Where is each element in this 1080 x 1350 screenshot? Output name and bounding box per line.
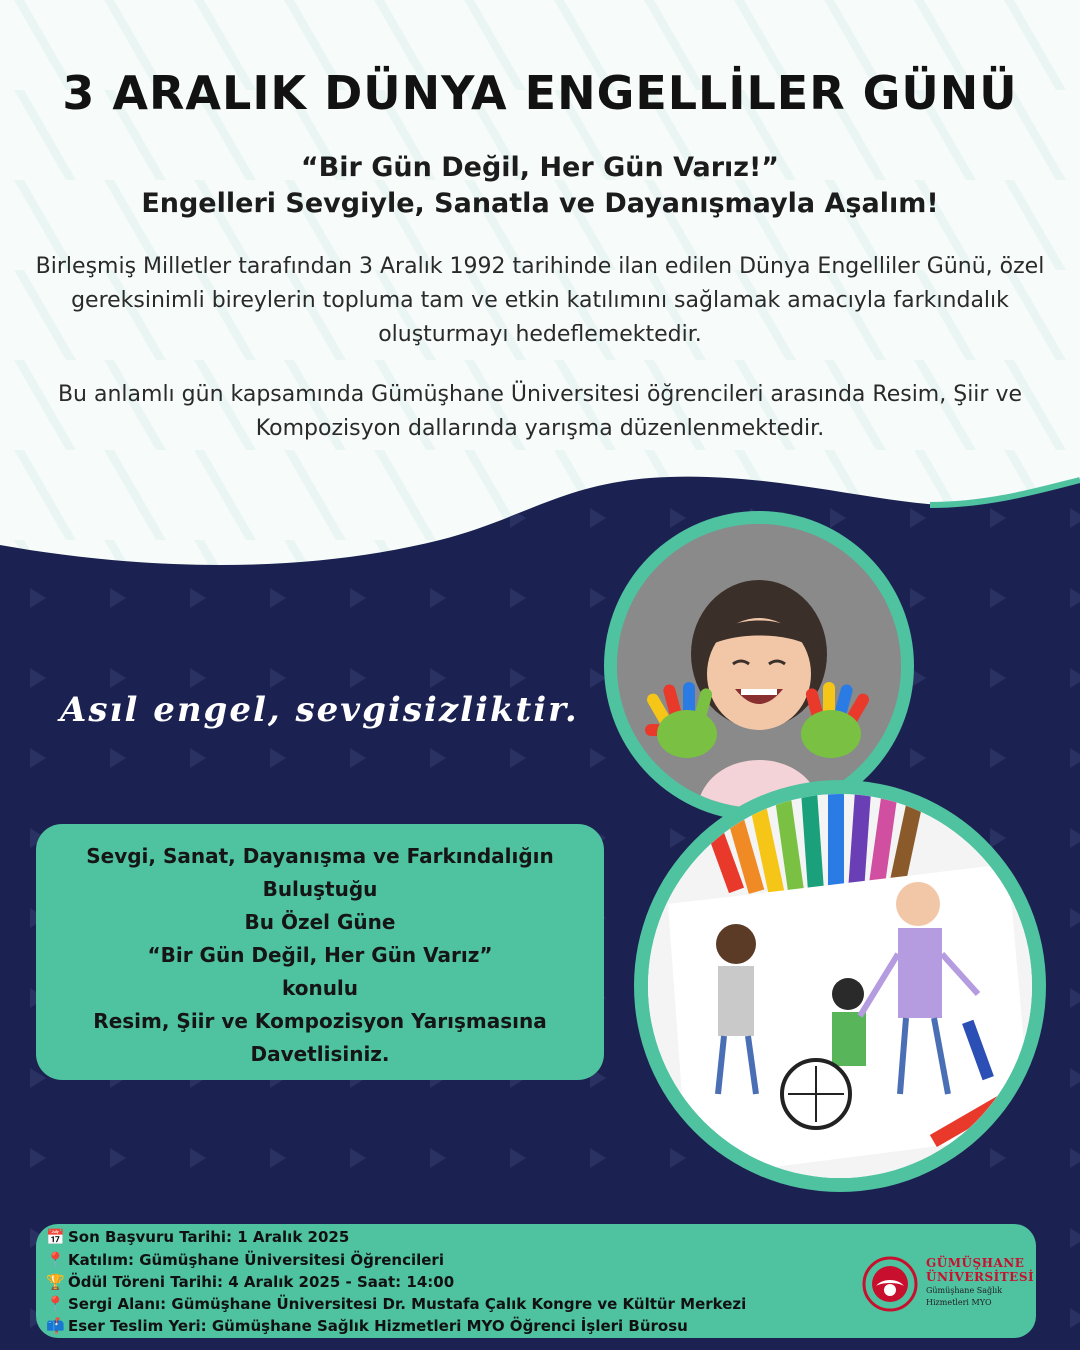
info-text: Son Başvuru Tarihi: 1 Aralık 2025	[68, 1228, 350, 1246]
pin-icon: 📍	[46, 1295, 65, 1313]
logo-text	[926, 1256, 1036, 1308]
page-title: 3 ARALIK DÜNYA ENGELLİLER GÜNÜ	[62, 66, 1018, 120]
info-delivery	[46, 1317, 688, 1335]
subtitle-slogan: Engelleri Sevgiyle, Sanatla ve Dayanışmayla Aşalım!	[141, 188, 939, 219]
intro-paragraph: Birleşmiş Milletler tarafından 3 Aralık 1992 tarihinde ilan edilen Dünya Engelliler Günü, özel gereksinimli bireylerin topluma tam ve etkin katılımını sağlamak amacıyla farkındalık oluşturmayı hedeflemektedir.	[35, 254, 1045, 347]
invitation-line: Sevgi, Sanat, Dayanışma ve Farkındalığın	[86, 844, 554, 868]
info-deadline	[46, 1228, 349, 1246]
info-participation	[46, 1251, 444, 1269]
child-photo	[617, 524, 901, 808]
subtitle-quote: “Bir Gün Değil, Her Gün Varız!”	[300, 152, 780, 183]
subtitle	[0, 150, 1080, 222]
calendar-icon: 📅	[46, 1228, 65, 1246]
mailbox-icon: 📫	[46, 1317, 65, 1335]
invitation-line: Buluştuğu	[262, 877, 378, 901]
child-photo-frame	[604, 511, 914, 821]
trophy-icon: 🏆	[46, 1273, 65, 1291]
invitation-line: Bu Özel Güne	[244, 910, 396, 934]
invitation-line: Davetlisiniz.	[250, 1042, 390, 1066]
info-ceremony	[46, 1273, 454, 1291]
drawing-photo-frame	[634, 780, 1046, 1192]
motto-text: Asıl engel, sevgisizliktir.	[60, 690, 579, 730]
logo-sub-2: Hizmetleri MYO	[926, 1298, 992, 1307]
university-seal-icon	[862, 1256, 918, 1312]
info-text: Eser Teslim Yeri: Gümüşhane Sağlık Hizmetleri MYO Öğrenci İşleri Bürosu	[68, 1317, 688, 1335]
logo-sub-1: Gümüşhane Sağlık	[926, 1286, 1003, 1295]
logo-name-2: ÜNİVERSİTESİ	[926, 1270, 1035, 1284]
university-logo	[862, 1250, 1035, 1320]
invitation-text	[36, 840, 604, 1071]
invitation-line: “Bir Gün Değil, Her Gün Varız”	[147, 943, 493, 967]
invitation-box	[36, 824, 604, 1080]
info-text: Sergi Alanı: Gümüşhane Üniversitesi Dr. Mustafa Çalık Kongre ve Kültür Merkezi	[68, 1295, 747, 1313]
info-exhibition	[46, 1295, 746, 1313]
drawing-photo	[648, 794, 1032, 1178]
pin-icon: 📍	[46, 1251, 65, 1269]
logo-name-1: GÜMÜŞHANE	[926, 1256, 1025, 1270]
invitation-line: Resim, Şiir ve Kompozisyon Yarışmasına	[93, 1009, 547, 1033]
invitation-line: konulu	[281, 976, 359, 1000]
info-text: Katılım: Gümüşhane Üniversitesi Öğrencileri	[68, 1251, 444, 1269]
competition-paragraph: Bu anlamlı gün kapsamında Gümüşhane Üniversitesi öğrencileri arasında Resim, Şiir ve Kompozisyon dallarında yarışma düzenlenmektedir.	[57, 382, 1023, 441]
child-illustration	[617, 524, 901, 808]
info-text: Ödül Töreni Tarihi: 4 Aralık 2025 - Saat: 14:00	[68, 1273, 455, 1291]
drawing-illustration	[648, 794, 1032, 1178]
